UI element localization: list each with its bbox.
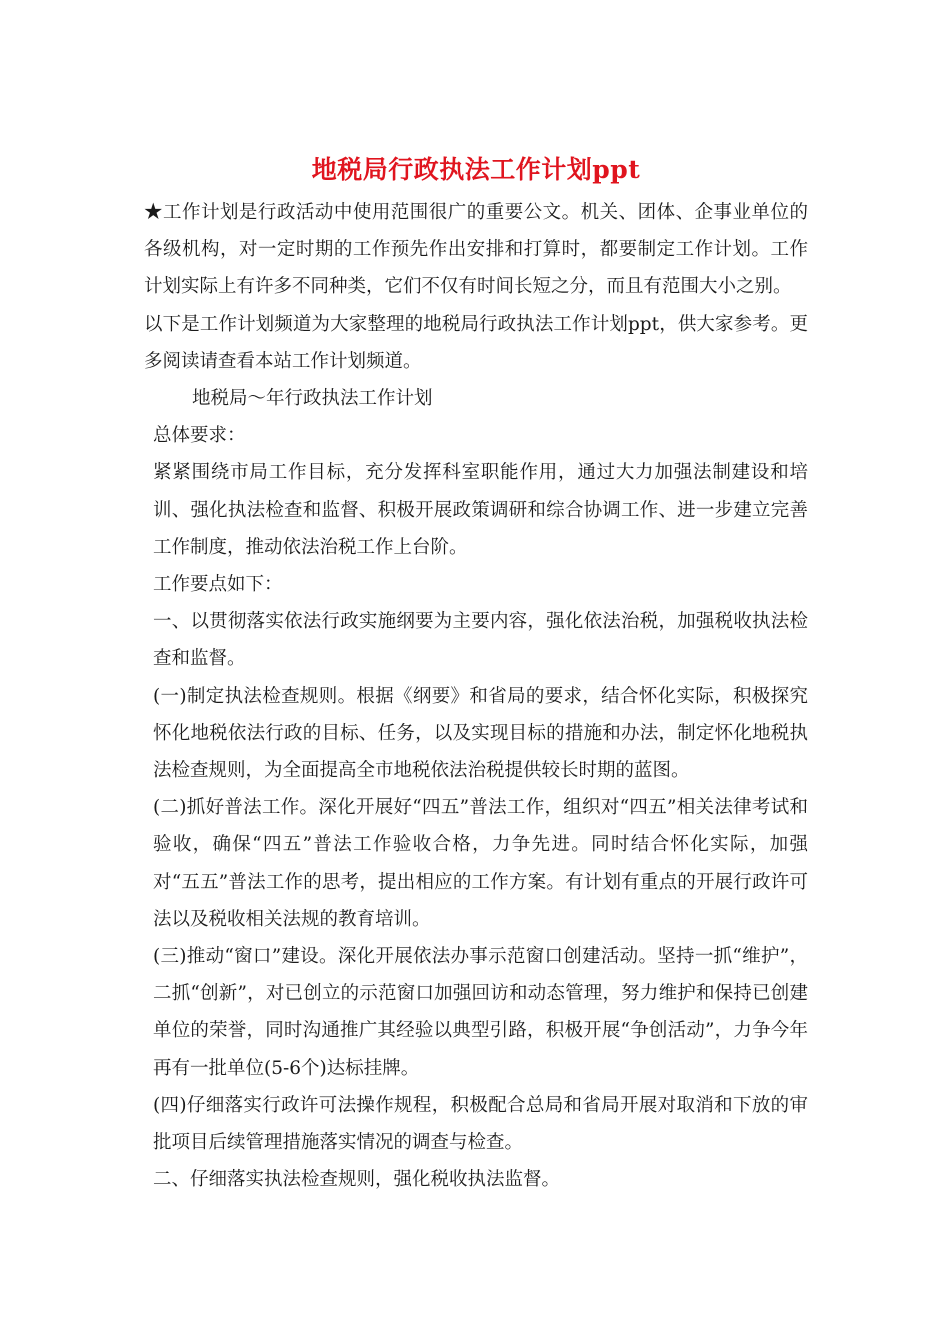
intro-paragraph: ★工作计划是行政活动中使用范围很广的重要公文。机关、团体、企事业单位的各级机构，对一定时期的工作预先作出安排和打算时，都要制定工作计划。工作计划实际上有许多不同种类，它们不仅有时间长短之分，而且有范围大小之别。 [144,202,808,298]
document-title: 地税局行政执法工作计划ppt [311,155,641,184]
section-heading-overall-requirements: 总体要求： [153,425,246,447]
subpoint-4-paragraph: (四)仔细落实行政许可法操作规程，积极配合总局和省局开展对取消和下放的审批项目后续管理措施落实情况的调查与检查。 [153,1094,808,1154]
intro-note-paragraph: 以下是工作计划频道为大家整理的地税局行政执法工作计划ppt，供大家参考。更多阅读请查看本站工作计划频道。 [144,313,808,372]
point-one-paragraph: 一、以贯彻落实依法行政实施纲要为主要内容，强化依法治税，加强税收执法检查和监督。 [153,611,808,670]
subpoint-3-paragraph: (三)推动“窗口”建设。深化开展依法办事示范窗口创建活动。坚持一抓“维护”，二抓“创新”，对已创立的示范窗口加强回访和动态管理，努力维护和保持已创建单位的荣誉，同时沟通推广其经验以典型引路，积极开展“争创活动”，力争今年再有一批单位(5-6个)达标挂牌。 [153,946,808,1079]
section-heading-key-points: 工作要点如下： [153,574,283,596]
overall-requirements-paragraph: 紧紧围绕市局工作目标，充分发挥科室职能作用，通过大力加强法制建设和培训、强化执法检查和监督、积极开展政策调研和综合协调工作、进一步建立完善工作制度，推动依法治税工作上台阶。 [153,462,808,558]
point-two-paragraph: 二、仔细落实执法检查规则，强化税收执法监督。 [153,1169,561,1191]
plan-subtitle: 地税局～年行政执法工作计划 [192,388,433,410]
subpoint-1-paragraph: (一)制定执法检查规则。根据《纲要》和省局的要求，结合怀化实际，积极探究怀化地税依法行政的目标、任务，以及实现目标的措施和办法，制定怀化地税执法检查规则，为全面提高全市地税依法治税提供较长时期的蓝图。 [153,685,808,782]
subpoint-2-paragraph: (二)抓好普法工作。深化开展好“四五”普法工作，组织对“四五”相关法律考试和验收，确保“四五”普法工作验收合格，力争先进。同时结合怀化实际，加强对“五五”普法工作的思考，提出相应的工作方案。有计划有重点的开展行政许可法以及税收相关法规的教育培训。 [153,797,808,930]
document-page [144,150,808,1198]
